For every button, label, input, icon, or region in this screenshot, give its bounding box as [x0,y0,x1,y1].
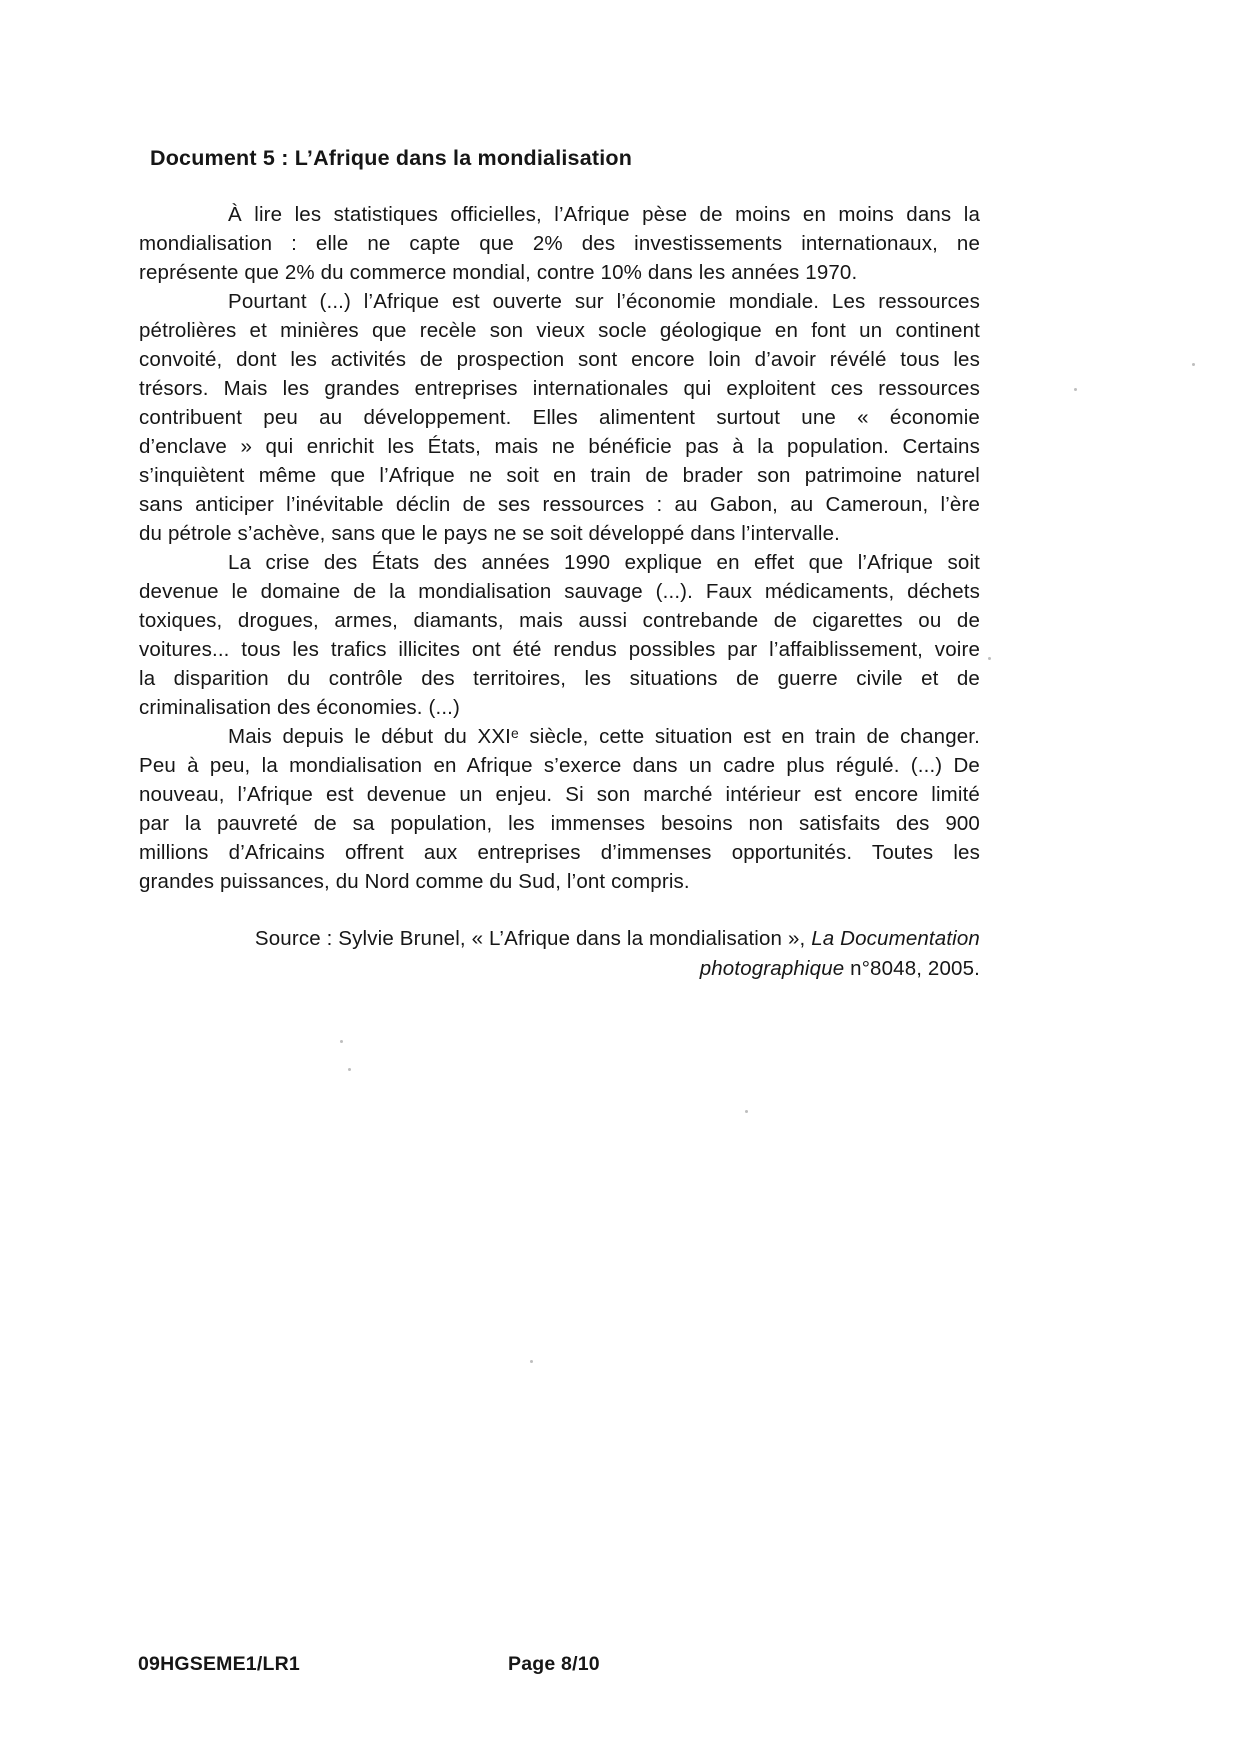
footer-page-number: Page 8/10 [508,1653,600,1675]
scan-speck [530,1360,533,1363]
text-line: devenue le domaine de la mondialisation sauvage (...). Faux médicaments, déchets [139,580,980,603]
source-publication-title-cont: photographique [699,957,845,980]
text-line: par la pauvreté de sa population, les immenses besoins non satisfaits des 900 [139,812,980,835]
text-line: millions d’Africains offrent aux entreprises d’immenses opportunités. Toutes les [139,841,980,864]
paragraph [139,722,980,896]
scan-speck [745,1110,748,1113]
text-line: convoité, dont les activités de prospection sont encore loin d’avoir révélé tous les [139,348,980,371]
scan-speck [340,1040,343,1043]
footer-document-code: 09HGSEME1/LR1 [138,1653,300,1675]
text-line: trésors. Mais les grandes entreprises internationales qui exploitent ces ressources [139,377,980,400]
document-title: Document 5 : L’Afrique dans la mondialisation [150,146,633,170]
text-line: d’enclave » qui enrichit les États, mais ne bénéficie pas à la population. Certains [139,435,980,458]
text-line: s’inquiètent même que l’Afrique ne soit en train de brader son patrimoine naturel [139,464,980,487]
source-citation [139,924,980,984]
text-line: Peu à peu, la mondialisation en Afrique s’exerce dans un cadre plus régulé. (...) De [139,754,980,777]
source-text-normal: Source : Sylvie Brunel, « L’Afrique dans la mondialisation », [254,927,812,950]
source-line-2 [139,954,980,984]
text-line: du pétrole s’achève, sans que le pays ne se soit développé dans l’intervalle. [139,522,841,545]
paragraph [139,287,980,548]
text-line: sans anticiper l’inévitable déclin de ses ressources : au Gabon, au Cameroun, l’ère [139,493,980,516]
text-line: représente que 2% du commerce mondial, contre 10% dans les années 1970. [139,261,858,284]
source-publication-title: La Documentation [811,927,980,950]
text-line: À lire les statistiques officielles, l’Afrique pèse de moins en moins dans la [228,203,980,226]
paragraph [139,548,980,722]
document-body [139,200,980,896]
text-line: nouveau, l’Afrique est devenue un enjeu. Si son marché intérieur est encore limité [139,783,980,806]
paragraph [139,200,980,287]
text-line: grandes puissances, du Nord comme du Sud, l’ont compris. [139,870,690,893]
text-line: mondialisation : elle ne capte que 2% des investissements internationaux, ne [139,232,980,255]
text-line: La crise des États des années 1990 explique en effet que l’Afrique soit [228,551,980,574]
text-line: toxiques, drogues, armes, diamants, mais aussi contrebande de cigarettes ou de [139,609,980,632]
text-line: la disparition du contrôle des territoires, les situations de guerre civile et de [139,667,980,690]
scan-speck [988,657,991,660]
text-line: contribuent peu au développement. Elles alimentent surtout une « économie [139,406,980,429]
scan-speck [1192,363,1195,366]
source-line-1 [139,924,980,954]
scan-speck [348,1068,351,1071]
text-line: criminalisation des économies. (...) [139,696,460,719]
text-line: Pourtant (...) l’Afrique est ouverte sur l’économie mondiale. Les ressources [228,290,980,313]
source-issue-year: n°8048, 2005. [844,957,980,980]
text-line: voitures... tous les trafics illicites ont été rendus possibles par l’affaiblissement, voire [139,638,980,661]
scan-speck [1074,388,1077,391]
text-line: pétrolières et minières que recèle son vieux socle géologique en font un continent [139,319,980,342]
text-line: Mais depuis le début du XXIᵉ siècle, cette situation est en train de changer. [228,725,980,748]
